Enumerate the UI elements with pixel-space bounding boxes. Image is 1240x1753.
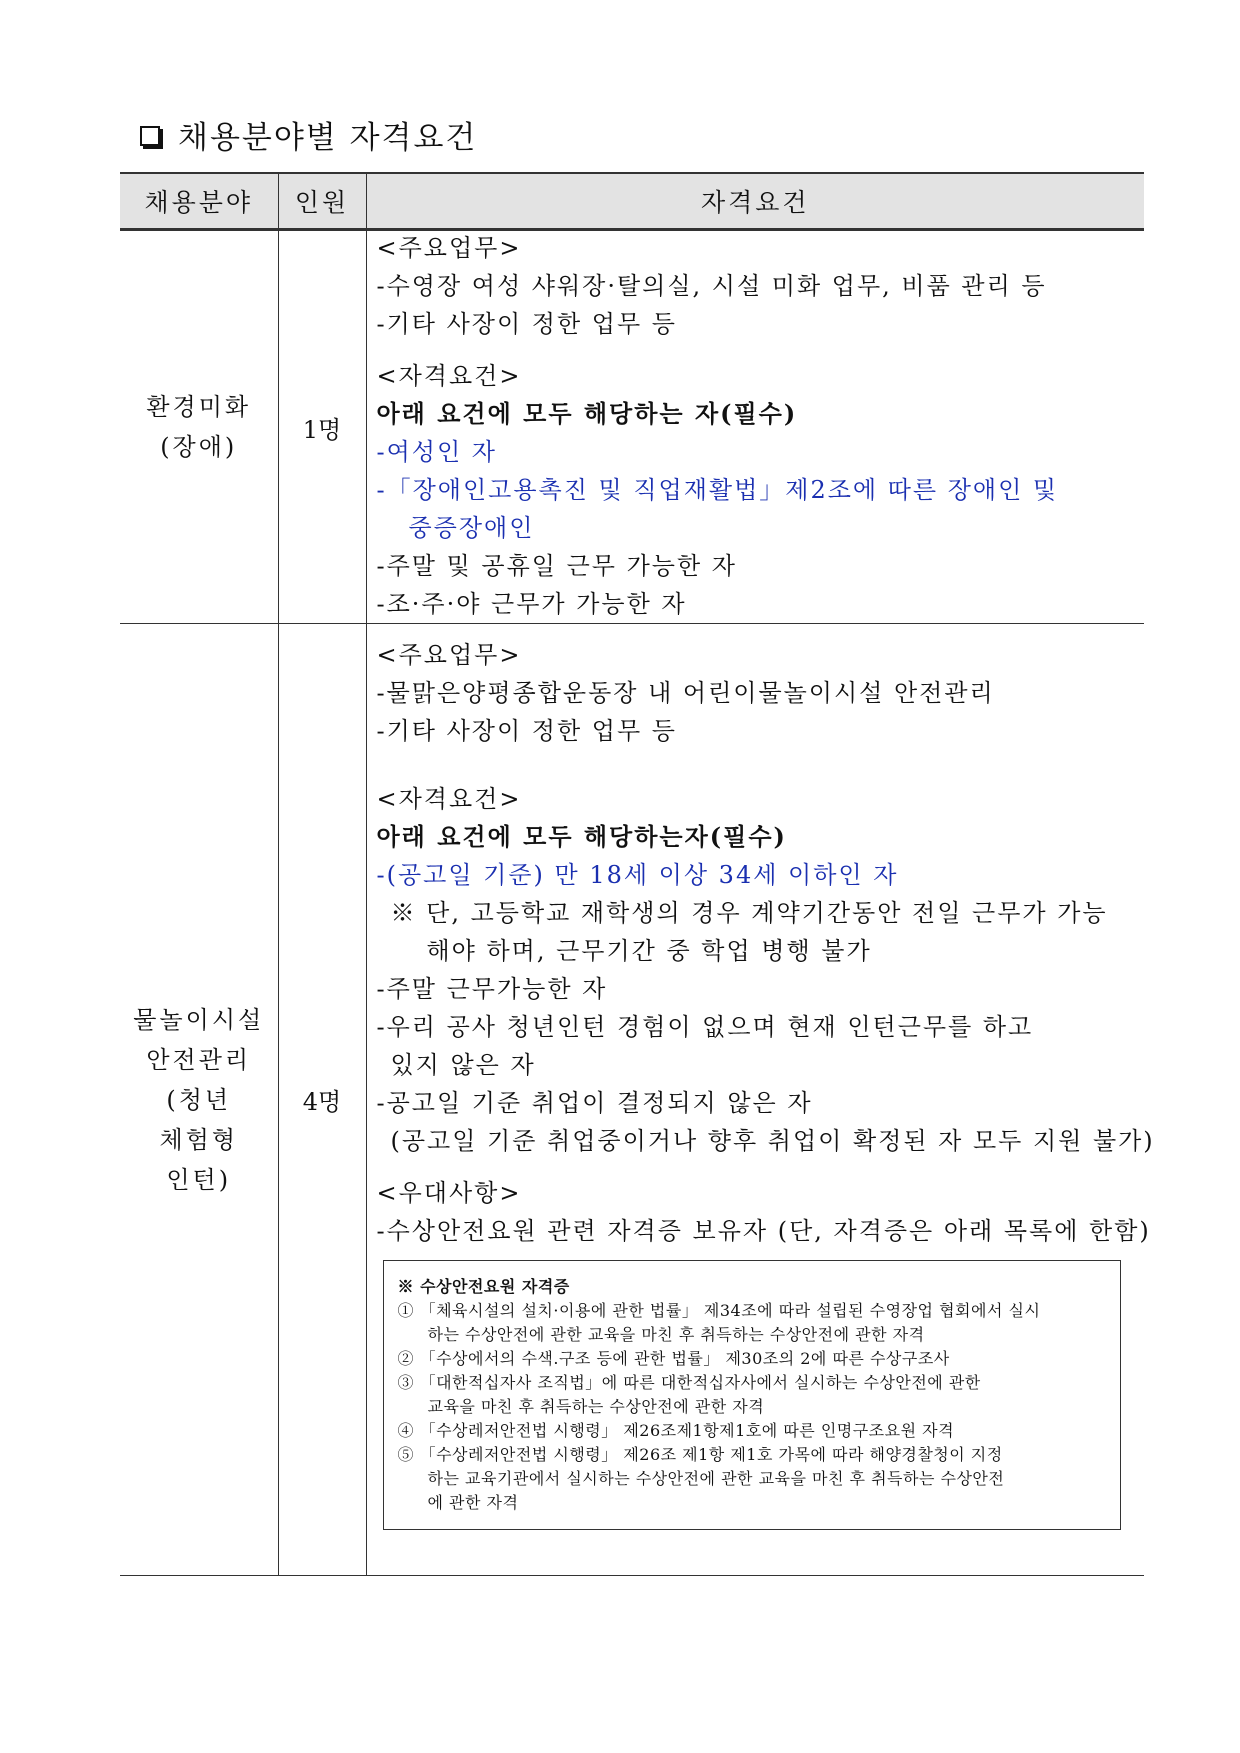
cert-line: 에 관한 자격 xyxy=(427,1493,519,1512)
field-line: 안전관리 xyxy=(146,1045,252,1074)
field-line: (청년 xyxy=(166,1085,232,1114)
cert-line: ③ 「대한적십자사 조직법」에 따른 대한적십자사에서 실시하는 수상안전에 관한 xyxy=(397,1373,981,1392)
header-count: 인원 xyxy=(278,173,366,230)
duties-title: <주요업무> xyxy=(376,641,522,669)
pref-title: <우대사항> xyxy=(376,1179,522,1207)
page-title-text: 채용분야별 자격요건 xyxy=(178,120,478,156)
note-line: ※ 단, 고등학교 재학생의 경우 계약기간동안 전일 근무가 가능 xyxy=(390,899,1108,927)
field-line: (장애) xyxy=(160,433,238,461)
cert-line: 하는 교육기관에서 실시하는 수상안전에 관한 교육을 마친 후 취득하는 수상안전 xyxy=(427,1469,1005,1488)
req-line: -(공고일 기준) 만 18세 이상 34세 이하인 자 xyxy=(376,861,899,889)
header-requirements: 자격요건 xyxy=(366,173,1144,230)
table-row xyxy=(120,624,1144,1576)
req-line: -주말 및 공휴일 근무 가능한 자 xyxy=(376,552,737,580)
req-intro: 아래 요건에 모두 해당하는자(필수) xyxy=(376,822,787,851)
header-field: 채용분야 xyxy=(120,173,278,230)
field-line: 인턴) xyxy=(166,1165,232,1194)
field-cell xyxy=(120,230,278,624)
requirements-table xyxy=(120,172,1155,1576)
req-intro: 아래 요건에 모두 해당하는 자(필수) xyxy=(376,399,798,428)
cert-line: ① 「체육시설의 설치·이용에 관한 법률」 제34조에 따라 설립된 수영장업 협회에서 실시 xyxy=(397,1301,1041,1320)
cert-line: 하는 수상안전에 관한 교육을 마친 후 취득하는 수상안전에 관한 자격 xyxy=(427,1325,925,1344)
duty-line: -기타 사장이 정한 업무 등 xyxy=(376,717,677,745)
cert-line: ⑤ 「수상레저안전법 시행령」 제26조 제1항 제1호 가목에 따라 해양경찰청이 지정 xyxy=(397,1445,1003,1464)
duty-line: -물맑은양평종합운동장 내 어린이물놀이시설 안전관리 xyxy=(376,679,995,707)
page-title xyxy=(140,112,477,157)
cert-line: 교육을 마친 후 취득하는 수상안전에 관한 자격 xyxy=(427,1397,765,1416)
field-cell xyxy=(120,624,278,1576)
req-line: 있지 않은 자 xyxy=(390,1051,536,1079)
field-line: 환경미화 xyxy=(146,393,252,421)
requirements-cell xyxy=(366,230,1144,624)
count-cell: 1명 xyxy=(278,230,366,624)
req-line: -조·주·야 근무가 가능한 자 xyxy=(376,590,687,618)
table-row xyxy=(120,230,1144,624)
req-line: -공고일 기준 취업이 결정되지 않은 자 xyxy=(376,1089,813,1117)
count-cell: 4명 xyxy=(278,624,366,1576)
checkbox-bullet-icon xyxy=(140,126,160,146)
cert-line: ② 「수상에서의 수색.구조 등에 관한 법률」 제30조의 2에 따른 수상구조사 xyxy=(397,1349,950,1368)
pref-line: -수상안전요원 관련 자격증 보유자 (단, 자격증은 아래 목록에 한함) xyxy=(376,1217,1151,1245)
cert-line: ④ 「수상레저안전법 시행령」 제26조제1항제1호에 따른 인명구조요원 자격 xyxy=(397,1421,955,1440)
requirements-cell xyxy=(366,624,1155,1576)
note-line: 해야 하며, 근무기간 중 학업 병행 불가 xyxy=(426,937,872,965)
req-line: -「장애인고용촉진 및 직업재활법」제2조에 따른 장애인 및 xyxy=(376,476,1059,504)
field-line: 체험형 xyxy=(159,1125,239,1154)
req-line: -여성인 자 xyxy=(376,438,497,466)
duty-line: -수영장 여성 샤워장·탈의실, 시설 미화 업무, 비품 관리 등 xyxy=(376,272,1047,300)
cert-heading: ※ 수상안전요원 자격증 xyxy=(397,1277,570,1296)
req-title: <자격요건> xyxy=(376,785,522,813)
table-header-row xyxy=(120,173,1144,230)
req-line: (공고일 기준 취업중이거나 향후 취업이 확정된 자 모두 지원 불가) xyxy=(390,1127,1155,1155)
req-line: -주말 근무가능한 자 xyxy=(376,975,608,1003)
req-title: <자격요건> xyxy=(376,362,522,390)
duty-line: -기타 사장이 정한 업무 등 xyxy=(376,310,677,338)
duties-title: <주요업무> xyxy=(376,234,522,262)
req-line: 중증장애인 xyxy=(408,514,535,542)
req-line: -우리 공사 청년인턴 경험이 없으며 현재 인턴근무를 하고 xyxy=(376,1013,1034,1041)
field-line: 물놀이시설 xyxy=(133,1005,265,1034)
certificate-box xyxy=(383,1260,1121,1530)
